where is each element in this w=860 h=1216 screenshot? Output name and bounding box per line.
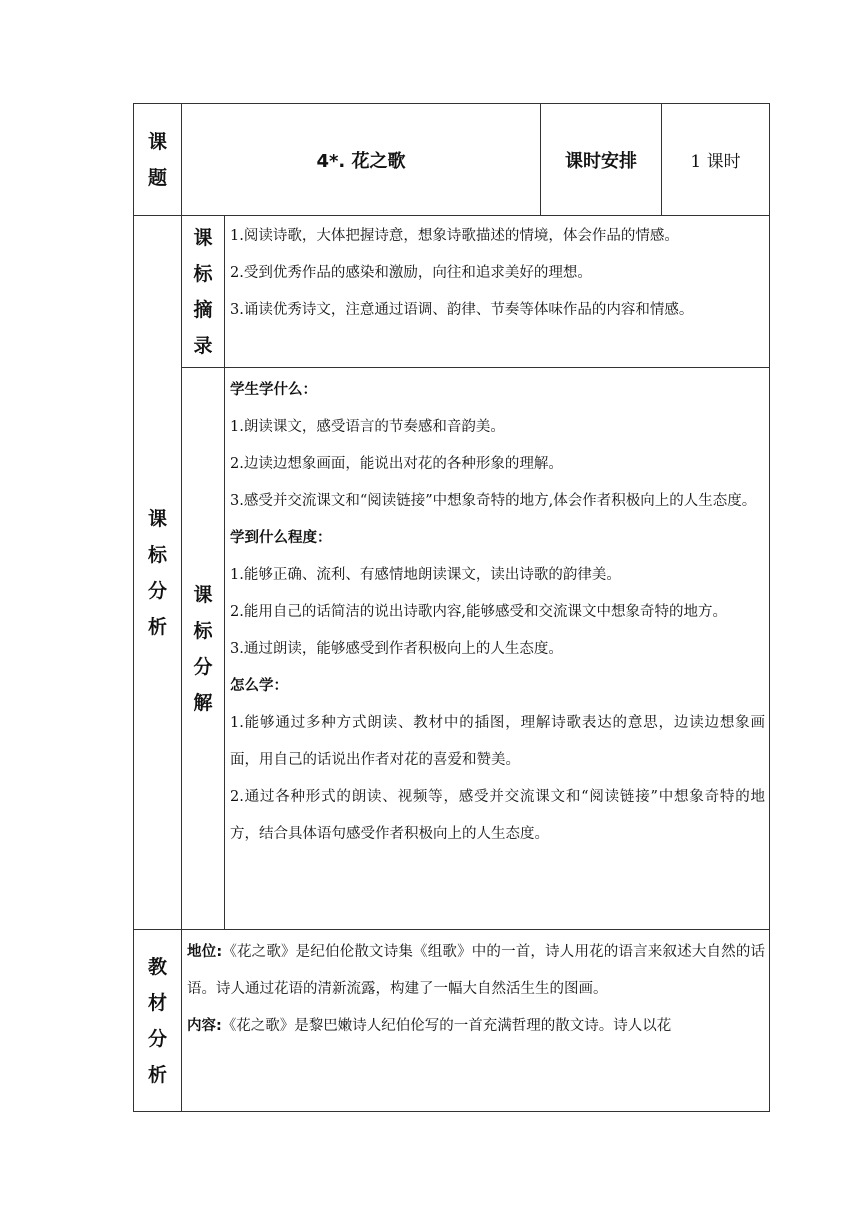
- what-item: 1.朗读课文，感受语言的节奏感和音韵美。: [230, 419, 505, 435]
- how-item: 2.通过各种形式的朗读、视频等，感受并交流课文和“阅读链接”中想象奇特的地方，结合具体语句感受作者积极向上的人生态度。: [230, 789, 766, 842]
- position-label: 地位:: [187, 944, 223, 960]
- material-content: [182, 930, 770, 1112]
- material-row: [134, 930, 770, 1112]
- excerpt-row: [134, 216, 770, 368]
- how-item: 1.能够通过多种方式朗读、教材中的插图，理解诗歌表达的意思，边读边想象画面，用自己的话说出作者对花的喜爱和赞美。: [230, 715, 766, 768]
- excerpt-item: 2.受到优秀作品的感染和激励，向往和追求美好的理想。: [230, 265, 592, 281]
- topic-label: 课 题: [134, 104, 182, 216]
- topic-title: 4*. 花之歌: [182, 104, 541, 216]
- hours-label: 课时安排: [541, 104, 662, 216]
- material-position: [187, 934, 765, 1008]
- breakdown-row: [134, 368, 770, 930]
- excerpt-label: 课 标 摘 录: [182, 216, 225, 368]
- level-heading: 学到什么程度：: [230, 530, 332, 546]
- content-label: 内容:: [187, 1018, 222, 1034]
- material-label: 教 材 分 析: [134, 930, 182, 1112]
- how-heading: 怎么学：: [230, 678, 288, 694]
- level-item: 3.通过朗读，能够感受到作者积极向上的人生态度。: [230, 641, 563, 657]
- what-item: 3.感受并交流课文和“阅读链接”中想象奇特的地方,体会作者积极向上的人生态度。: [230, 493, 757, 509]
- level-item: 1.能够正确、流利、有感情地朗读课文，读出诗歌的韵律美。: [230, 567, 621, 583]
- excerpt-item: 1.阅读诗歌，大体把握诗意，想象诗歌描述的情境，体会作品的情感。: [230, 228, 679, 244]
- excerpt-content: [225, 216, 770, 368]
- header-row: [134, 104, 770, 216]
- content-text: 《花之歌》是黎巴嫩诗人纪伯伦写的一首充满哲理的散文诗。诗人以花: [221, 1018, 672, 1034]
- position-text: 《花之歌》是纪伯伦散文诗集《组歌》中的一首，诗人用花的语言来叙述大自然的话语。诗人通过花语的清新流露，构建了一幅大自然活生生的图画。: [187, 944, 766, 997]
- breakdown-label: 课 标 分 解: [182, 368, 225, 930]
- lesson-plan-table: [133, 103, 770, 1112]
- material-content-para: [187, 1008, 765, 1045]
- excerpt-item: 3.诵读优秀诗文，注意通过语调、韵律、节奏等体味作品的内容和情感。: [230, 302, 694, 318]
- analysis-label: 课 标 分 析: [134, 216, 182, 930]
- what-item: 2.边读边想象画面，能说出对花的各种形象的理解。: [230, 456, 563, 472]
- level-item: 2.能用自己的话简洁的说出诗歌内容,能够感受和交流课文中想象奇特的地方。: [230, 604, 727, 620]
- what-heading: 学生学什么：: [230, 382, 317, 398]
- hours-value: 1 课时: [662, 104, 770, 216]
- breakdown-content: [225, 368, 770, 930]
